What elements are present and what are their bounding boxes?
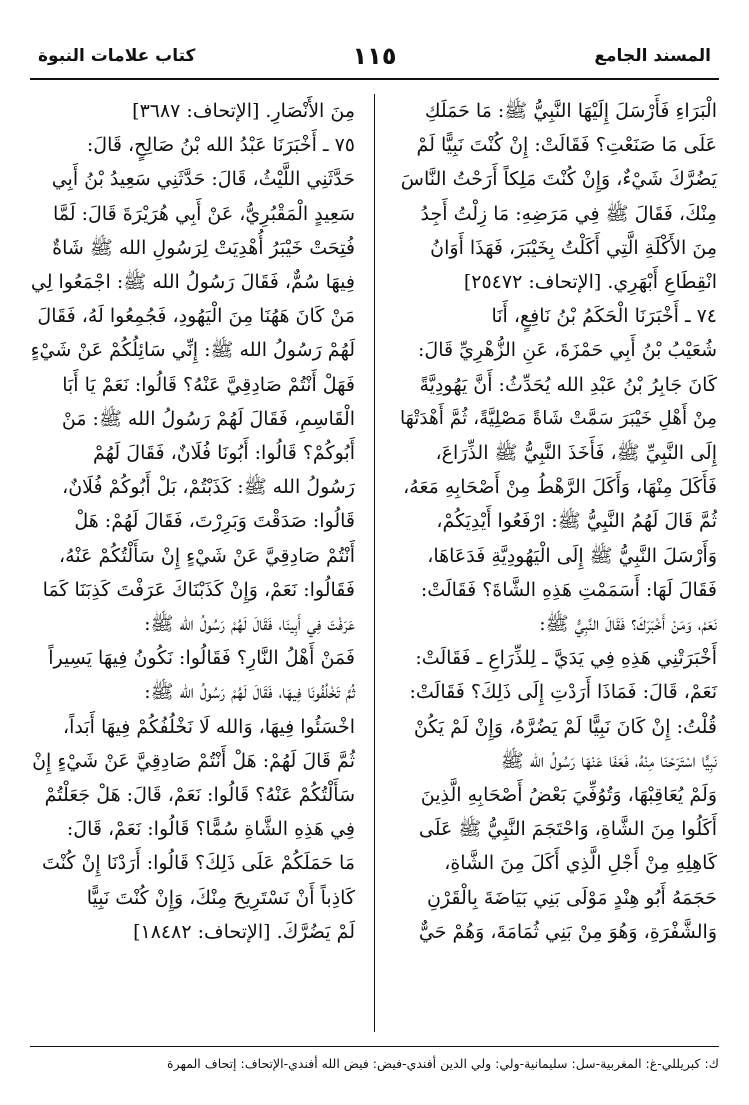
text-line: ٧٤ ـ أَخْبَرَنَا الْحَكَمُ بْنُ نَافِعٍ، أَنَا [491,305,717,328]
text-line: رَسُولُ الله ﷺ: كَذَبْتُمْ، بَلْ أَبُوكُمْ فُلَانٌ، [62,476,355,499]
text-line: نَعَمْ، قَالَ: فَمَاذَا أَرَدْتِ إِلَى ذَلِكَ؟ فَقَالَتْ: [409,681,717,704]
text-line: إِلَى النَّبِيِّ ﷺ، فَأَخَذَ النَّبِيُّ ﷺ الذِّرَاعَ، [435,442,717,465]
text-line: فُتِحَتْ خَيْبَرُ أُهْدِيَتْ لِرَسُولِ الله ﷺ شَاةٌ [52,236,355,259]
text-line: وَالشَّفْرَةِ، وَهُوَ مِنْ بَنِي ثُمَامَةَ، وَهُمْ حَيٌّ [418,920,717,943]
text-line: الْبَرَاءِ فَأَرْسَلَ إِلَيْهَا النَّبِيُّ ﷺ: مَا حَمَلَكِ [424,100,717,122]
right-column [394,94,717,949]
text-line: وَأَرْسَلَ النَّبِيُّ ﷺ إِلَى الْيَهُودِيَّةِ فَدَعَاهَا، [427,544,717,567]
text-line: فِي هَذِهِ الشَّاةِ سُمًّا؟ قَالُوا: نَعَمْ، قَالَ: [66,818,355,841]
text-line: وَلَمْ يُعَاقِبْهَا، وَتُوُفِّيَ بَعْضُ أَصْحَابِهِ الَّذِينَ [420,784,717,807]
text-line: اخْسَئُوا فِيهَا، وَالله لَا نَخْلُفُكُمْ فِيهَا أَبَداً، [63,715,355,738]
text-line: قُلْتُ: إِنْ كَانَ نَبِيًّا لَمْ يَضُرَّهُ، وَإِنْ لَمْ يَكُنْ [413,715,717,738]
text-line: يَضُرَّكَ شَيْءٌ، وَإِنْ كُنْتَ مَلِكاً أَرَحْتُ النَّاسَ [400,168,717,191]
text-line: حَدَّثَنِي اللَّيْثُ، قَالَ: حَدَّثَنِي سَعِيدُ بْنُ أَبِي [51,168,355,191]
text-line: سَأَلْتُكُمْ عَنْهُ؟ قَالُوا: نَعَمْ، قَالَ: هَلْ جَعَلْتُمْ [44,784,355,807]
text-line: سَعِيدٍ الْمَقْبُرِيُّ، عَنْ أَبِي هُرَيْرَةَ قَالَ: لَمَّا [53,202,355,225]
text-line: ثُمَّ قَالَ لَهُمُ النَّبِيُّ ﷺ: ارْفَعُوا أَيْدِيَكُمْ، [436,510,717,533]
text-line: الْقَاسِمِ، فَقَالَ لَهُمْ رَسُولُ الله ﷺ: مَنْ [61,407,355,430]
text-line: عَرَفْتَ فِي أَبِينَا، فَقَالَ لَهُمْ رَسُولُ الله ﷺ: [144,613,355,636]
text-line: كَاهِلِهِ مِنْ أَجْلِ الَّذِي أَكَلَ مِنَ الشَّاةِ، [444,852,717,875]
text-line: مِنْ أَهْلِ خَيْبَرَ سَمَّتْ شَاةً مَصْلِيَّةً، ثُمَّ أَهْدَتْهَا [400,407,717,429]
text-line: ٧٥ ـ أَخْبَرَنَا عَبْدُ الله بْنُ صَالِحٍ، قَالَ: [86,134,355,157]
text-line: قَالُوا: صَدَقْتَ وَبَرِرْتَ، فَقَالَ لَهُمْ: هَلْ [74,510,355,533]
text-line: فِيهَا سُمٌّ، فَقَالَ رَسُولُ الله ﷺ: اجْمَعُوا لِي [30,271,355,294]
page-header [30,40,719,80]
footer-rule [30,1046,719,1047]
text-line: مِنْكَ، فَقَالَ ﷺ فِي مَرَضِهِ: مَا زِلْتُ أَجِدُ [420,202,717,225]
text-line: لَمْ يَضُرَّكَ. [الإتحاف: ١٨٤٨٢] [133,920,355,943]
text-line: مَا حَمَلَكُمْ عَلَى ذَلِكَ؟ قَالُوا: أَرَدْنَا إِنْ كُنْتَ [41,852,355,875]
left-column [32,94,355,949]
text-line: فَمَنْ أَهْلُ النَّارِ؟ فَقَالُوا: نَكُونُ فِيهَا يَسِيراً [48,647,355,670]
chapter-title: كتاب علامات النبوة [38,46,196,66]
header-rule [30,78,719,80]
page-number: ١١٥ [352,42,397,70]
text-line: ثُمَّ تَخْلُفُونَا فِيهَا، فَقَالَ لَهُمْ رَسُولُ الله ﷺ: [144,681,355,704]
text-line: نَعَمْ، وَمَنْ أَخْبَرَكَ؟ فَقَالَ النَّبِيُّ ﷺ: [539,613,717,636]
text-line: حَجَمَهُ أَبُو هِنْدٍ مَوْلَى بَنِي بَيَاضَةَ بِالْقَرْنِ [426,886,717,909]
text-line: مِنَ الأَنْصَارِ. [الإتحاف: ٣٦٨٧] [132,100,355,122]
text-line: كَانَ جَابِرُ بْنُ عَبْدِ الله يُحَدِّثُ: أَنَّ يَهُودِيَّةً [419,373,717,396]
book-title: المسند الجامع [594,46,711,66]
text-line: مَنْ كَانَ هَهُنَا مِنَ الْيَهُودِ، فَجُمِعُوا لَهُ، فَقَالَ [37,305,355,328]
text-line: نَبِيًّا اسْتَرَحْنَا مِنْهُ، فَعَفَا عَنْهَا رَسُولُ الله ﷺ [500,749,717,772]
text-line: أَكَلُوا مِنَ الشَّاةِ، وَاحْتَجَمَ النَّبِيُّ ﷺ عَلَى [418,818,717,841]
text-line: عَلَى مَا صَنَعْتِ؟ فَقَالَتْ: إِنْ كُنْتَ نَبِيًّا لَمْ [416,134,717,157]
text-line: فَقَالُوا: نَعَمْ، وَإِنْ كَذَبْنَاكَ عَرَفْتَ كَذِبَنَا كَمَا [42,578,355,601]
text-line: لَهُمْ رَسُولُ الله ﷺ: إِنِّي سَائِلُكُمْ عَنْ شَيْءٍ [30,339,355,362]
text-line: مِنَ الأَكْلَةِ الَّتِي أَكَلْتُ بِخَيْبَرَ، فَهَذَا أَوَانُ [430,236,717,259]
text-line: فَهَلْ أَنْتُمْ صَادِقِيَّ عَنْهُ؟ قَالُوا: نَعَمْ يَا أَبَا [62,373,355,396]
text-line: شُعَيْبُ بْنُ أَبِي حَمْزَةَ، عَنِ الزُّهْرِيِّ قَالَ: [418,339,717,362]
text-line: أَنْتُمْ صَادِقِيَّ عَنْ شَيْءٍ إِنْ سَأَلْتُكُمْ عَنْهُ، [59,544,355,567]
text-line: فَقَالَ لَهَا: أَسَمَمْتِ هَذِهِ الشَّاةَ؟ فَقَالَتْ: [420,578,717,601]
text-line: فَأَكَلَ مِنْهَا، وَأَكَلَ الرَّهْطُ مِنْ أَصْحَابِهِ مَعَهُ، [403,476,717,499]
text-line: أَخْبَرَتْنِي هَذِهِ فِي يَدَيَّ ـ لِلذِّرَاعِ ـ فَقَالَتْ: [415,647,717,670]
text-line: انْقِطَاعِ أَبْهَرِي. [الإتحاف: ٢٥٤٧٢] [463,271,717,294]
text-line: ثُمَّ قَالَ لَهُمْ: هَلْ أَنْتُمْ صَادِقِيَّ عَنْ شَيْءٍ إِنْ [32,749,355,772]
column-divider [374,94,375,1032]
text-line: أَبُوكُمْ؟ قَالُوا: أَبُونَا فُلَانٌ، فَقَالَ لَهُمْ [93,442,355,465]
abbreviations-footer: ك: كبريللي-غ: المغربية-سل: سليمانية-ولي: ولي الدين أفندي-فيض: فيض الله أفندي-الإتحاف: إتحاف المهرة [167,1056,719,1071]
text-line: كَاذِباً أَنْ نَسْتَرِيحَ مِنْكَ، وَإِنْ كُنْتَ نَبِيًّا [86,886,355,909]
